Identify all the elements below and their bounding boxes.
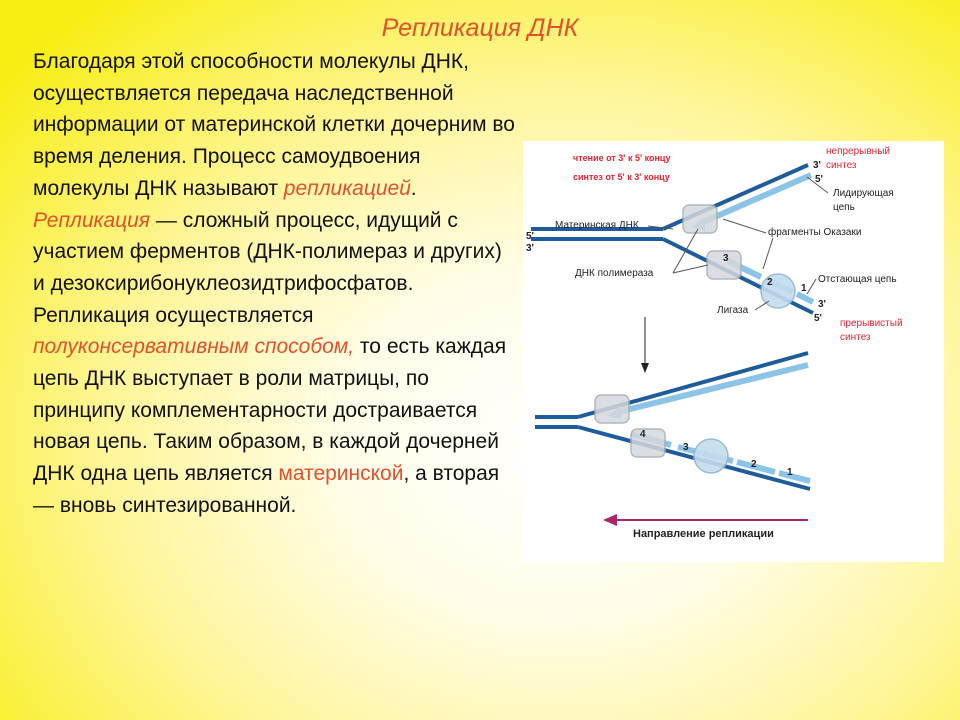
label-synth-direction: синтез от 5' к 3' концу (573, 172, 670, 182)
label-okazaki: фрагменты Оказаки (768, 227, 862, 238)
end-label-3a: 3' (813, 160, 821, 171)
label-continuous-1: непрерывный (826, 146, 890, 157)
pointer-okazaki-2 (763, 238, 773, 269)
direction-arrowhead (603, 514, 617, 526)
term-semiconservative: полуконсервативным способом, (33, 335, 355, 359)
bottom-fragment-1 (779, 473, 810, 481)
label-continuous-2: синтез (826, 160, 857, 171)
slide-title: Репликация ДНК (381, 14, 579, 42)
num-bot-1: 1 (787, 467, 793, 478)
num-bot-2: 2 (751, 459, 757, 470)
label-discontinuous-2: синтез (840, 332, 871, 343)
panel-arrow-head (641, 363, 649, 373)
bottom-polymerase-lagging (631, 429, 665, 457)
end-label-5c: 5' (814, 313, 822, 324)
label-leading-2: цепь (833, 202, 855, 213)
bottom-ligase-enzyme (694, 439, 728, 473)
text-p1-end: . (410, 176, 417, 200)
replication-diagram-svg (523, 141, 944, 562)
text-p2: — сложный процесс, идущий с участием ферментов (ДНК-полимераз и других) и дезоксирибонуклеозидтрифосфатов. Репликация осуществляется (33, 208, 502, 327)
label-maternal-dna: Материнская ДНК (555, 220, 639, 231)
num-bot-3: 3 (683, 442, 689, 453)
label-discontinuous-1: прерывистый (840, 318, 903, 329)
label-direction: Направление репликации (633, 528, 774, 540)
bottom-leading-new (618, 365, 808, 412)
term-maternal: материнской (278, 462, 404, 486)
pointer-lagging (807, 279, 816, 294)
label-lagging: Отстающая цепь (818, 274, 897, 285)
label-dna-polymerase: ДНК полимераза (575, 268, 654, 279)
end-label-5b: 5' (526, 231, 534, 242)
body-text (33, 46, 518, 522)
end-label-3c: 3' (818, 299, 826, 310)
end-label-3b: 3' (526, 243, 534, 254)
term-replication-2: Репликация (33, 208, 151, 232)
num-bot-4: 4 (640, 429, 646, 440)
num-top-3: 3 (723, 253, 729, 264)
label-read-direction: чтение от 3' к 5' концу (573, 153, 671, 163)
num-top-2: 2 (767, 277, 773, 288)
pointer-polymerase-2 (673, 265, 708, 273)
pointer-polymerase-1 (673, 229, 698, 273)
bottom-polymerase-leading (595, 395, 629, 423)
text-p1: Благодаря этой способности молекулы ДНК, осуществляется передача наследственной информации от материнской клетки дочерним во время деления. Процесс самоудвоения молекулы ДНК называют (33, 50, 515, 200)
polymerase-leading (683, 205, 717, 233)
label-leading-1: Лидирующая (833, 188, 894, 199)
label-ligase: Лигаза (717, 305, 749, 316)
term-replication: репликацией (283, 176, 411, 200)
pointer-ligase (755, 301, 769, 310)
okazaki-fragment-1 (797, 294, 813, 302)
text-p4: , а вторая — вновь синтезированной. (33, 462, 500, 517)
end-label-5a: 5' (815, 174, 823, 185)
replication-diagram (523, 141, 944, 562)
pointer-okazaki-1 (723, 219, 766, 233)
num-top-1: 1 (801, 283, 807, 294)
text-p3: то есть каждая цепь ДНК выступает в роли матрицы, по принципу комплементарности достраивается новая цепь. Таким образом, в каждой дочерней ДНК одна цепь является (33, 335, 507, 486)
